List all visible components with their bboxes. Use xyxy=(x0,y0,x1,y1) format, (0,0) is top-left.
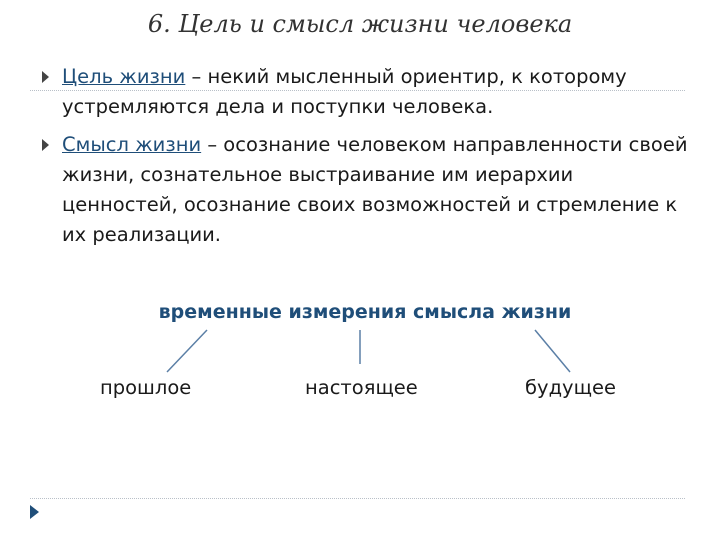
slide-title: 6. Цель и смысл жизни человека xyxy=(147,10,573,38)
term-meaning-of-life: Смысл жизни xyxy=(62,133,202,156)
diagram-heading: временные измерения смысла жизни xyxy=(158,301,572,323)
definition-meaning: – осознание человеком направленности своей жизни, сознательное выстраивание им иерархии ценностей, осознание своих возможностей и стремление к их реализации. xyxy=(62,133,688,246)
connector-past xyxy=(167,330,207,372)
next-slide-arrow-icon[interactable] xyxy=(30,505,39,519)
node-past: прошлое xyxy=(100,376,192,399)
node-present: настоящее xyxy=(305,376,418,399)
term-goal-of-life: Цель жизни xyxy=(62,65,186,88)
definition-goal: – некий мысленный ориентир, к которому устремляются дела и поступки человека. xyxy=(62,65,627,118)
footer-separator xyxy=(30,498,685,499)
connector-future xyxy=(535,330,570,372)
node-future: будущее xyxy=(525,376,616,399)
